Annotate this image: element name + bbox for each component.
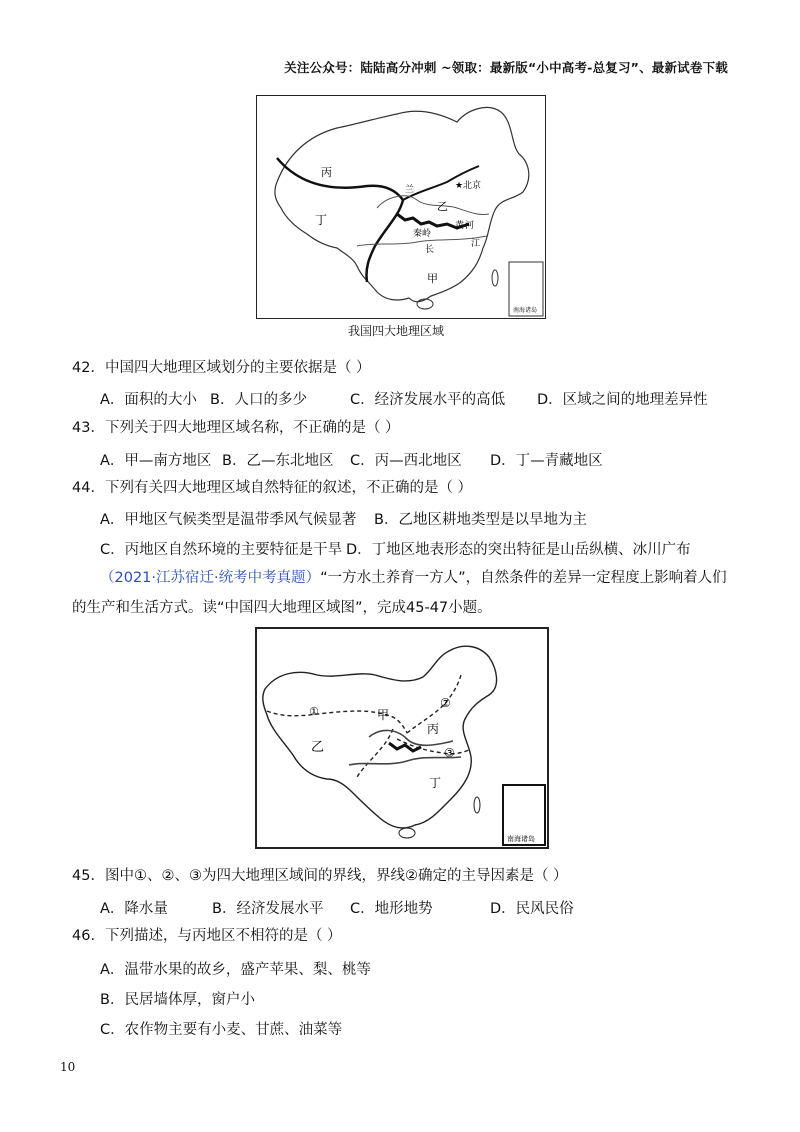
label-ding: 丁 — [315, 213, 328, 227]
taiwan-island — [492, 270, 498, 286]
intro-line-2: 的生产和生活方式。读“中国四大地理区域图”，完成45-47小题。 — [72, 600, 492, 616]
hainan-island-2 — [399, 828, 415, 838]
q43-option-d: D．丁—青藏地区 — [490, 453, 603, 469]
intro-line-1 — [100, 568, 727, 588]
inset-label-2: 南海诸岛 — [507, 835, 535, 843]
label-beijing: 北京 — [463, 181, 482, 191]
boundary-line-a — [277, 158, 403, 200]
china-outline-2 — [263, 646, 497, 828]
map1-caption: 我国四大地理区域 — [348, 324, 445, 338]
label-huang: 黄 — [455, 221, 465, 231]
boundary-4 — [357, 729, 393, 777]
label-bing: 丙 — [321, 166, 332, 179]
q44-option-d: D．丁地区地表形态的突出特征是山岳纵横、冰川广布 — [346, 542, 691, 558]
china-map-2 — [257, 629, 547, 847]
q42-option-b: B．人口的多少 — [210, 392, 307, 408]
q43-option-a: A．甲—南方地区 — [100, 453, 212, 469]
q42-stem: 42．中国四大地理区域划分的主要依据是（ ） — [72, 360, 371, 376]
q42-option-a: A．面积的大小 — [100, 392, 197, 408]
q45-option-c: C．地形地势 — [350, 901, 433, 917]
inset-label-1: 南海诸岛 — [513, 307, 538, 314]
label-lan: 兰 — [405, 185, 415, 195]
intro-source: （2021·江苏宿迁·统考中考真题） — [100, 570, 321, 586]
yellow-river — [377, 196, 489, 215]
label-bing-2: 丙 — [427, 722, 440, 736]
q44-option-c: C．丙地区自然环境的主要特征是干旱 — [100, 542, 343, 558]
q45-option-d: D．民风民俗 — [490, 901, 574, 917]
taiwan-island-2 — [474, 797, 480, 813]
q46-option-b: B．民居墙体厚，窗户小 — [100, 992, 255, 1008]
q44-stem: 44．下列有关四大地理区域自然特征的叙述，不正确的是（ ） — [72, 480, 473, 496]
q43-option-b: B．乙—东北地区 — [222, 453, 334, 469]
label-he: 河 — [465, 221, 475, 231]
page-header: 关注公众号：陆陆高分冲刺 ~领取：最新版“小中高考-总复习”、最新试卷下载 — [284, 60, 728, 75]
china-map-1 — [257, 96, 545, 318]
q43-option-c: C．丙—西北地区 — [350, 453, 462, 469]
label-chang: 长 — [425, 245, 435, 255]
q44-option-b: B．乙地区耕地类型是以旱地为主 — [374, 512, 587, 528]
q42-option-c: C．经济发展水平的高低 — [350, 392, 506, 408]
q43-stem: 43．下列关于四大地理区域名称，不正确的是（ ） — [72, 420, 400, 436]
label-circle-2: ② — [440, 696, 451, 710]
map-four-regions-2 — [255, 627, 549, 849]
hainan-island — [417, 299, 433, 309]
label-jiang: 江 — [471, 239, 481, 249]
q44-option-a: A．甲地区气候类型是温带季风气候显著 — [100, 512, 357, 528]
label-jia-2: 甲 — [377, 708, 390, 722]
q46-stem: 46．下列描述，与丙地区不相符的是（ ） — [72, 928, 342, 944]
yellow-river-2 — [369, 730, 453, 745]
q46-option-a: A．温带水果的故乡，盛产苹果、梨、桃等 — [100, 962, 371, 978]
map-four-regions-1 — [256, 95, 546, 319]
page-number: 10 — [60, 1060, 76, 1074]
boundary-line-b — [366, 200, 403, 282]
beijing-star-icon: ★ — [455, 181, 464, 191]
label-jia: 甲 — [427, 272, 438, 285]
q45-stem: 45．图中①、②、③为四大地理区域间的界线，界线②确定的主导因素是（ ） — [72, 868, 568, 884]
label-circle-1: ① — [309, 705, 319, 718]
label-ding-2: 丁 — [429, 776, 442, 790]
q45-option-a: A．降水量 — [100, 901, 168, 917]
label-qinling: 秦岭 — [413, 229, 432, 239]
label-circle-3: ③ — [444, 746, 455, 760]
q46-option-c: C．农作物主要有小麦、甘蔗、油菜等 — [100, 1022, 343, 1038]
label-yi-2: 乙 — [311, 740, 325, 755]
intro-text-1: “一方水土养育一方人”，自然条件的差异一定程度上影响着人们 — [320, 570, 727, 586]
label-yi: 乙 — [437, 200, 448, 213]
q45-option-b: B．经济发展水平 — [212, 901, 324, 917]
q42-option-d: D．区域之间的地理差异性 — [537, 392, 708, 408]
